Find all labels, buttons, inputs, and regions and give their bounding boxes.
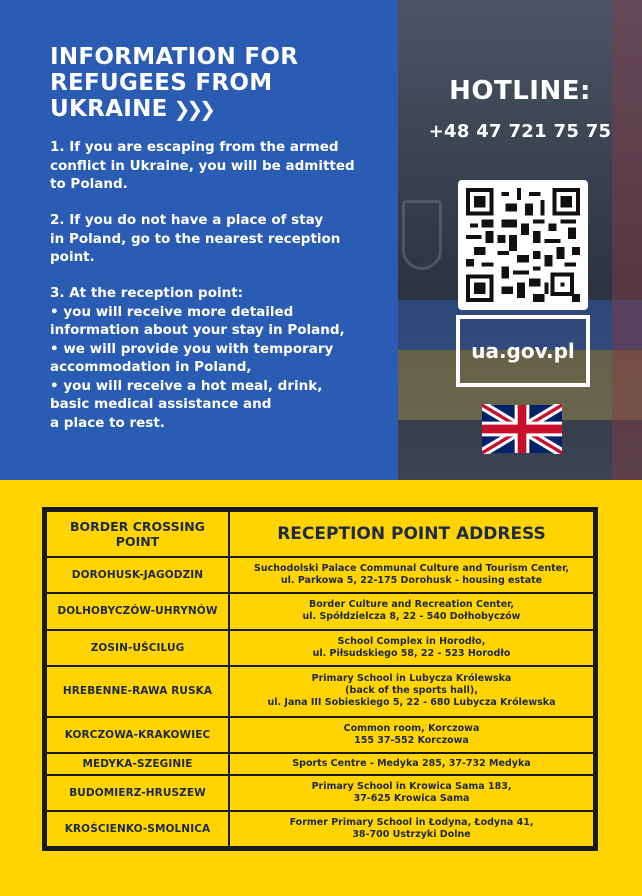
text-line: 3. At the reception point: bbox=[50, 285, 244, 301]
text-line: point. bbox=[50, 249, 95, 265]
text-line: 1. If you are escaping from the armed bbox=[50, 139, 339, 155]
photo-stripe bbox=[612, 0, 642, 480]
table-header-row bbox=[46, 511, 594, 557]
qr-code-graphic bbox=[466, 188, 580, 302]
address-line: Border Culture and Recreation Center, bbox=[308, 599, 515, 611]
address-line: ul. Spółdzielcza 8, 22 - 540 Dołhobyczów bbox=[302, 611, 521, 623]
address-cell bbox=[229, 753, 594, 775]
text-line: conflict in Ukraine, you will be admitted bbox=[50, 157, 355, 174]
website-link[interactable]: ua.gov.pl bbox=[456, 315, 590, 387]
text-line: to Poland. bbox=[50, 176, 128, 192]
text-line: 2. If you do not have a place of stay bbox=[50, 212, 324, 228]
address-line: Suchodolski Palace Communal Culture and Tourism Center, bbox=[254, 563, 569, 575]
address-line: Sports Centre - Medyka 285, 37-732 Medyka bbox=[292, 757, 531, 769]
header-text: BORDER CROSSING bbox=[70, 519, 205, 534]
address-line: 37-625 Krowica Sama bbox=[353, 792, 470, 804]
text-line: accommodation in Poland, bbox=[50, 359, 252, 375]
text-line: in Poland, go to the nearest reception bbox=[50, 230, 341, 247]
crossing-cell: MEDYKA-SZEGINIE bbox=[46, 753, 229, 775]
address-line: School Complex in Horodło, bbox=[337, 635, 486, 647]
hotline-label: HOTLINE: bbox=[449, 76, 591, 106]
address-line: ul. Jana III Sobieskiego 5, 22 - 680 Lubycza Królewska bbox=[267, 697, 556, 709]
crossing-cell: DOLHOBYCZÓW-UHRYNÓW bbox=[46, 593, 229, 629]
text-line: • you will receive more detailed bbox=[50, 303, 294, 320]
crossing-cell: KORCZOWA-KRAKOWIEC bbox=[46, 717, 229, 753]
address-line: Common room, Korczowa bbox=[343, 722, 480, 734]
title-line-1: INFORMATION FOR bbox=[50, 44, 299, 70]
text-line: a place to rest. bbox=[50, 414, 165, 431]
header-border-crossing bbox=[46, 511, 229, 557]
crossing-cell: ZOSIN-UŚCILUG bbox=[46, 630, 229, 666]
address-line: Primary School in Krowica Sama 183, bbox=[311, 780, 512, 792]
address-cell bbox=[229, 666, 594, 717]
info-paragraph-1 bbox=[50, 138, 390, 194]
header-text: POINT bbox=[115, 534, 160, 549]
table-row bbox=[46, 753, 594, 775]
table-row bbox=[46, 811, 594, 847]
page-title bbox=[50, 44, 390, 122]
info-paragraph-2 bbox=[50, 211, 390, 267]
table-row bbox=[46, 666, 594, 717]
uk-flag-icon[interactable] bbox=[482, 404, 562, 454]
hotline-number[interactable]: +48 47 721 75 75 bbox=[428, 121, 612, 142]
reception-points-table bbox=[42, 507, 598, 851]
trident-emblem-icon bbox=[402, 200, 442, 270]
table-row bbox=[46, 557, 594, 593]
address-line: Former Primary School in Łodyna, Łodyna 41, bbox=[289, 816, 534, 828]
table-row bbox=[46, 775, 594, 811]
title-line-2: REFUGEES FROM bbox=[50, 70, 273, 96]
address-cell bbox=[229, 593, 594, 629]
qr-code-icon[interactable] bbox=[458, 180, 588, 310]
header-reception-address: RECEPTION POINT ADDRESS bbox=[229, 511, 594, 557]
chevrons-icon: ❯❯❯ bbox=[173, 97, 212, 121]
address-cell bbox=[229, 717, 594, 753]
crossing-cell: DOROHUSK-JAGODZIN bbox=[46, 557, 229, 593]
address-cell bbox=[229, 630, 594, 666]
info-paragraph-3 bbox=[50, 284, 390, 432]
table-row bbox=[46, 717, 594, 753]
text-line: • you will receive a hot meal, drink, bbox=[50, 377, 323, 394]
address-line: ul. Parkowa 5, 22-175 Dorohusk - housing estate bbox=[280, 575, 543, 587]
crossing-cell: HREBENNE-RAWA RUSKA bbox=[46, 666, 229, 717]
address-line: 38-700 Ustrzyki Dolne bbox=[352, 828, 471, 840]
crossing-cell: BUDOMIERZ-HRUSZEW bbox=[46, 775, 229, 811]
address-line: 155 37-552 Korczowa bbox=[354, 734, 469, 746]
text-line: • we will provide you with temporary bbox=[50, 340, 334, 357]
title-line-3: UKRAINE bbox=[50, 96, 168, 122]
address-line: Primary School in Lubycza Królewska bbox=[311, 673, 512, 685]
text-line: information about your stay in Poland, bbox=[50, 322, 345, 338]
text-line: basic medical assistance and bbox=[50, 396, 272, 412]
crossing-cell: KROŚCIENKO-SMOLNICA bbox=[46, 811, 229, 847]
table-row bbox=[46, 593, 594, 629]
address-cell bbox=[229, 811, 594, 847]
address-cell bbox=[229, 775, 594, 811]
address-line: (back of the sports hall), bbox=[345, 685, 478, 697]
address-cell bbox=[229, 557, 594, 593]
table-row bbox=[46, 630, 594, 666]
address-line: ul. Piłsudskiego 58, 22 - 523 Horodło bbox=[312, 647, 511, 659]
